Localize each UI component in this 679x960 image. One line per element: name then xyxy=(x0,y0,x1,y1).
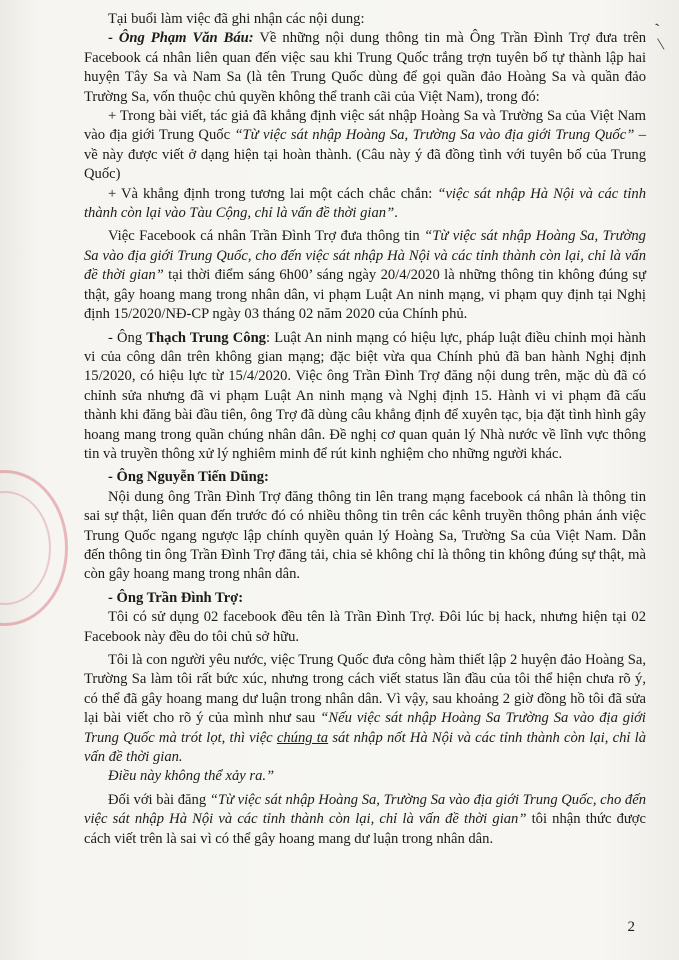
statement-tran-dinh-tro-4 xyxy=(84,791,646,849)
statement-pham-van-bau xyxy=(84,29,646,107)
bullet-2 xyxy=(84,185,646,224)
statement-nguyen-tien-dung: Nội dung ông Trần Đình Trợ đăng thông tin lên trang mạng facebook cá nhân là thông tin sai sự thật, liên quan đến trước đó có nhiều thông tin trên các kênh truyền thông phản ánh việc Trung Quốc ngang ngược lập chính quyền quản lý Hoàng Sa, Trường Sa của Việt Nam. Dẫn đến thông tin ông Trần Đình Trợ đăng tải, chia sẻ không chỉ là thông tin không đúng sự thật, mà còn gây hoang mang trong nhân dân. xyxy=(84,488,646,583)
bullet-quote: “Từ việc sát nhập Hoàng Sa, Trường Sa vào địa giới Trung Quốc” xyxy=(234,127,635,144)
paragraph-text-end: tại thời điểm sáng 6h00’ sáng ngày 20/4/2020 là những thông tin không đúng sự thật, gây hoang mang trong nhân dân, vi phạm Luật An ninh mạng, vi phạm quy định tại Nghị định 15/2020/NĐ-CP ngày 03 tháng 02 năm 2020 của Chính phủ. xyxy=(84,267,646,323)
speaker-name: Ông Phạm Văn Báu: xyxy=(118,30,254,47)
paragraph-text: Tôi là con người yêu nước, việc Trung Quốc đưa công hàm thiết lập 2 huyện đảo Hoàng Sa, Trường Sa làm tôi rất bức xúc, nhưng trong cách viết status lần đầu của tôi thể hiện chưa rõ ý, có thể đã gây hoang mang dư luận trong nhân dân. Vì vậy, sau khoảng 2 giờ đồng hồ tôi đã sửa lại bài viết cho rõ ý của mình như sau xyxy=(84,652,646,727)
statement-thach-trung-cong xyxy=(84,329,646,465)
intro-paragraph: Tại buổi làm việc đã ghi nhận các nội dung: xyxy=(108,11,365,27)
statement-tran-dinh-tro-2 xyxy=(84,651,646,767)
statement-tran-dinh-tro-1: Tôi có sử dụng 02 facebook đều tên là Trần Đình Trợ. Đôi lúc bị hack, nhưng hiện tại 02 Facebook này đều do tôi chủ sở hữu. xyxy=(84,609,646,645)
corner-pen-mark: ˋ \ xyxy=(653,19,666,55)
paragraph-quote: “Nếu việc sát nhập Hoàng Sa Trường Sa vào địa giới Trung Quốc mà trót lọt, thì việc chúng ta sát nhập nốt Hà Nội và các tỉnh thành còn lại, chỉ là vấn đề thời gian. xyxy=(84,710,646,766)
bullet-text-end: . xyxy=(394,205,398,222)
paragraph-facebook-violation xyxy=(84,227,646,324)
speaker-heading: - Ông Trần Đình Trợ: xyxy=(108,589,244,606)
red-seal-stamp xyxy=(0,470,68,626)
underlined-phrase: chúng ta xyxy=(276,729,329,746)
page-number: 2 xyxy=(627,919,635,935)
paragraph-text: Đối với bài đăng xyxy=(108,791,210,808)
statement-dash: - xyxy=(108,30,119,47)
statement-text: : Luật An ninh mạng có hiệu lực, pháp luật điều chỉnh mọi hành vi của công dân trên không gian mạng; đặc biệt vừa qua Chính phủ đã ban hành Nghị định 15/2020, có hiệu lực từ 15/4/2020. Việc ông Trần Đình Trợ đăng nội dung trên, mặc dù đã có chỉnh sửa nhưng đã vi phạm Luật An ninh mạng và Nghị định 15. Hành vi vi phạm đã cấu thành khi đăng bài đầu tiên, ông Trợ đã dùng câu khẳng định để xuyên tạc, bịa đặt tình hình gây hoang mang trong quần chúng nhân dân. Đề nghị cơ quan quản lý Nhà nước về lĩnh vực thông tin và truyền thông xử lý nghiêm minh để rút kinh nghiệm cho những người khác. xyxy=(84,329,646,462)
bullet-quote: “việc sát nhập Hà Nội và các tỉnh thành còn lại vào Tàu Cộng, chỉ là vấn đề thời gian” xyxy=(84,185,646,222)
speaker-heading: - Ông Nguyễn Tiến Dũng: xyxy=(108,469,269,486)
paragraph-text-end: tôi nhận thức được cách viết trên là sai vì có thể gây hoang mang dư luận trong nhân dân. xyxy=(84,811,646,847)
heading-tran-dinh-tro xyxy=(84,589,646,608)
paragraph-quote: “Từ việc sát nhập Hoàng Sa, Trường Sa vào địa giới Trung Quốc, cho đến việc sát nhập Hà Nội và các tỉnh thành còn lại, chỉ là vấn đề thời gian” xyxy=(84,791,646,828)
statement-tran-dinh-tro-3 xyxy=(84,767,646,786)
paragraph-text: Việc Facebook cá nhân Trần Đình Trợ đưa thông tin xyxy=(108,228,425,245)
statement-text: Về những nội dung thông tin mà Ông Trần Đình Trợ đưa trên Facebook cá nhân liên quan đến việc sau khi Trung Quốc trắng trợn tuyên bố tự thành lập hai huyện Tây Sa và Nam Sa (là tên Trung Quốc dùng để gọi quần đảo Hoàng Sa và quần đảo Trường Sa, vốn thuộc chủ quyền không thể tranh cãi của Việt Nam), trong đó: xyxy=(84,30,646,105)
paragraph-quote: Điều này không thể xảy ra.” xyxy=(108,768,275,785)
bullet-1 xyxy=(84,107,646,185)
bullet-text: + Và khẳng định trong tương lai một cách chắc chắn: xyxy=(108,185,438,202)
document-body xyxy=(84,10,646,849)
bullet-text: + Trong bài viết, tác giả đã khẳng định việc sát nhập Hoàng Sa và Trường Sa của Việt Nam vào địa giới Trung Quốc xyxy=(84,108,646,144)
statement-dash: - Ông xyxy=(108,329,147,346)
bullet-text-end: – về này được viết ở dạng hiện tại hoàn thành. (Câu này ý đã đồng tình với tuyên bố của Trung Quốc) xyxy=(84,127,647,183)
heading-nguyen-tien-dung xyxy=(84,468,646,487)
paragraph-quote: “Từ việc sát nhập Hoàng Sa, Trường Sa vào địa giới Trung Quốc, cho đến việc sát nhập Hà Nội và các tỉnh thành còn lại, chỉ là vấn đề thời gian” xyxy=(84,228,646,284)
speaker-name: Thạch Trung Công xyxy=(146,329,266,346)
